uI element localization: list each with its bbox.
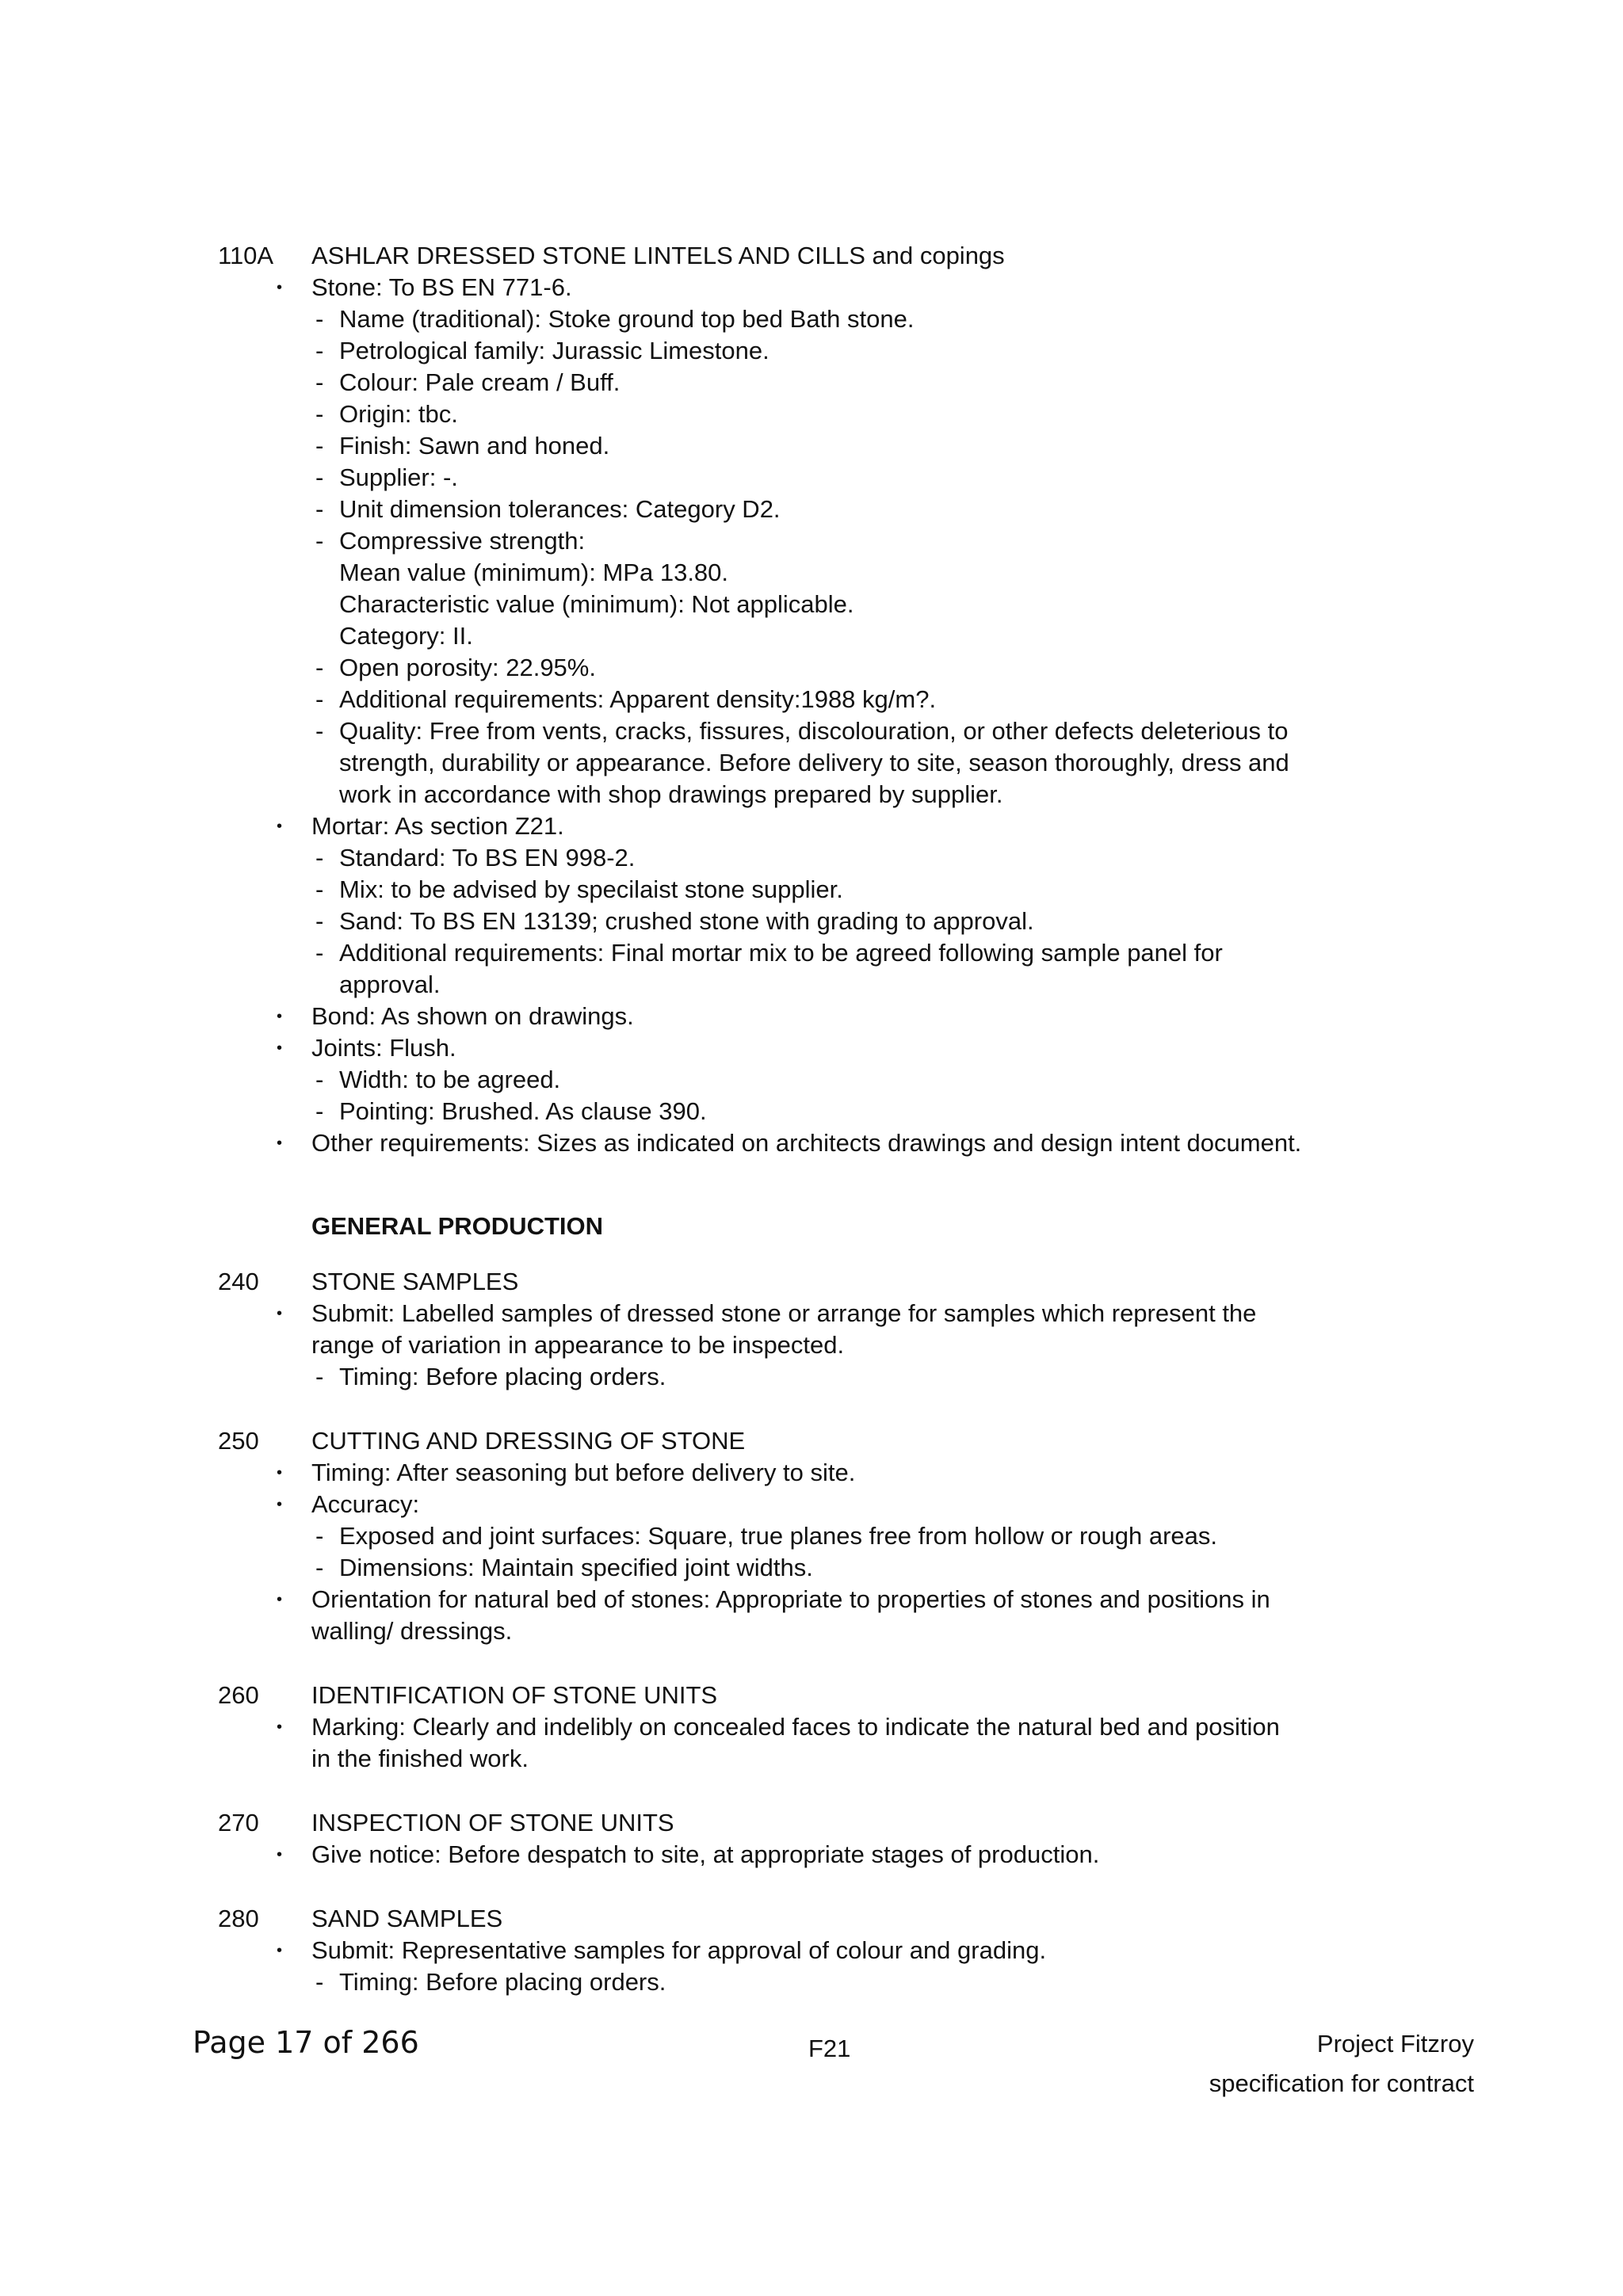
section-code: F21 bbox=[808, 2035, 851, 2062]
bullet-text: walling/ dressings. bbox=[311, 1617, 513, 1645]
dash-marker: - bbox=[315, 939, 324, 967]
clause-number: 250 bbox=[218, 1427, 259, 1455]
dash-text: Width: to be agreed. bbox=[339, 1066, 561, 1093]
bullet-text: Timing: After seasoning but before delivery to site. bbox=[311, 1459, 856, 1486]
dash-text: Name (traditional): Stoke ground top bed Bath stone. bbox=[339, 305, 915, 333]
bullet-text: Give notice: Before despatch to site, at appropriate stages of production. bbox=[311, 1840, 1100, 1868]
section-group-heading: GENERAL PRODUCTION bbox=[311, 1212, 604, 1240]
bullet-marker: • bbox=[277, 1135, 283, 1152]
bullet-text: Other requirements: Sizes as indicated on architects drawings and design intent document. bbox=[311, 1129, 1302, 1157]
bullet-marker: • bbox=[277, 1846, 283, 1863]
bullet-text: Stone: To BS EN 771-6. bbox=[311, 273, 572, 301]
bullet-marker: • bbox=[277, 1039, 283, 1057]
clause-title: CUTTING AND DRESSING OF STONE bbox=[311, 1427, 746, 1455]
dash-marker: - bbox=[315, 907, 324, 935]
dash-marker: - bbox=[315, 337, 324, 364]
clause-title: INSPECTION OF STONE UNITS bbox=[311, 1809, 674, 1836]
bullet-text: Accuracy: bbox=[311, 1490, 420, 1518]
clause-number: 110A bbox=[218, 242, 274, 269]
dash-text: work in accordance with shop drawings prepared by supplier. bbox=[339, 780, 1003, 808]
dash-marker: - bbox=[315, 844, 324, 871]
dash-marker: - bbox=[315, 368, 324, 396]
dash-marker: - bbox=[315, 527, 324, 555]
clause-title: IDENTIFICATION OF STONE UNITS bbox=[311, 1681, 718, 1709]
page-number: Page 17 of 266 bbox=[193, 2025, 419, 2060]
dash-marker: - bbox=[315, 1066, 324, 1093]
bullet-marker: • bbox=[277, 279, 283, 296]
bullet-marker: • bbox=[277, 818, 283, 835]
bullet-text: Submit: Representative samples for approval of colour and grading. bbox=[311, 1936, 1047, 1964]
bullet-marker: • bbox=[277, 1008, 283, 1025]
dash-text: Unit dimension tolerances: Category D2. bbox=[339, 495, 781, 523]
dash-text: approval. bbox=[339, 971, 441, 998]
bullet-text: Orientation for natural bed of stones: Appropriate to properties of stones and positions in bbox=[311, 1585, 1270, 1613]
dash-marker: - bbox=[315, 305, 324, 333]
bullet-marker: • bbox=[277, 1305, 283, 1322]
dash-marker: - bbox=[315, 875, 324, 903]
dash-text: Timing: Before placing orders. bbox=[339, 1968, 666, 1996]
dash-text: Exposed and joint surfaces: Square, true planes free from hollow or rough areas. bbox=[339, 1522, 1218, 1550]
dash-marker: - bbox=[315, 1522, 324, 1550]
bullet-marker: • bbox=[277, 1496, 283, 1513]
dash-text: Standard: To BS EN 998-2. bbox=[339, 844, 636, 871]
dash-text: Category: II. bbox=[339, 622, 473, 650]
dash-text: Supplier: -. bbox=[339, 463, 458, 491]
dash-text: Compressive strength: bbox=[339, 527, 586, 555]
dash-text: Additional requirements: Final mortar mix to be agreed following sample panel for bbox=[339, 939, 1223, 967]
clause-title: STONE SAMPLES bbox=[311, 1268, 519, 1295]
dash-text: Quality: Free from vents, cracks, fissures, discolouration, or other defects deleterious to bbox=[339, 717, 1289, 745]
clause-number: 240 bbox=[218, 1268, 259, 1295]
dash-marker: - bbox=[315, 495, 324, 523]
bullet-text: Bond: As shown on drawings. bbox=[311, 1002, 634, 1030]
dash-text: Finish: Sawn and honed. bbox=[339, 432, 610, 460]
dash-text: strength, durability or appearance. Before delivery to site, season thoroughly, dress and bbox=[339, 749, 1289, 776]
dash-text: Pointing: Brushed. As clause 390. bbox=[339, 1097, 707, 1125]
dash-marker: - bbox=[315, 1097, 324, 1125]
dash-marker: - bbox=[315, 717, 324, 745]
dash-marker: - bbox=[315, 1363, 324, 1390]
bullet-text: in the finished work. bbox=[311, 1745, 529, 1772]
bullet-marker: • bbox=[277, 1591, 283, 1608]
dash-text: Petrological family: Jurassic Limestone. bbox=[339, 337, 769, 364]
dash-marker: - bbox=[315, 400, 324, 428]
clause-number: 260 bbox=[218, 1681, 259, 1709]
bullet-marker: • bbox=[277, 1464, 283, 1482]
clause-number: 280 bbox=[218, 1905, 259, 1932]
bullet-marker: • bbox=[277, 1942, 283, 1959]
clause-title: SAND SAMPLES bbox=[311, 1905, 503, 1932]
dash-marker: - bbox=[315, 463, 324, 491]
dash-text: Timing: Before placing orders. bbox=[339, 1363, 666, 1390]
spec-label: specification for contract bbox=[1209, 2069, 1474, 2097]
bullet-text: Mortar: As section Z21. bbox=[311, 812, 564, 840]
dash-text: Open porosity: 22.95%. bbox=[339, 654, 596, 681]
bullet-text: Joints: Flush. bbox=[311, 1034, 456, 1062]
dash-marker: - bbox=[315, 685, 324, 713]
project-name: Project Fitzroy bbox=[1316, 2030, 1474, 2058]
dash-text: Dimensions: Maintain specified joint widths. bbox=[339, 1554, 813, 1581]
bullet-marker: • bbox=[277, 1718, 283, 1736]
dash-marker: - bbox=[315, 654, 324, 681]
dash-marker: - bbox=[315, 1968, 324, 1996]
dash-text: Mix: to be advised by specilaist stone supplier. bbox=[339, 875, 843, 903]
dash-marker: - bbox=[315, 1554, 324, 1581]
dash-marker: - bbox=[315, 432, 324, 460]
dash-text: Sand: To BS EN 13139; crushed stone with grading to approval. bbox=[339, 907, 1034, 935]
bullet-text: range of variation in appearance to be inspected. bbox=[311, 1331, 845, 1359]
bullet-text: Marking: Clearly and indelibly on concealed faces to indicate the natural bed and position bbox=[311, 1713, 1280, 1741]
dash-text: Origin: tbc. bbox=[339, 400, 458, 428]
dash-text: Additional requirements: Apparent density:1988 kg/m?. bbox=[339, 685, 937, 713]
clause-number: 270 bbox=[218, 1809, 259, 1836]
dash-text: Colour: Pale cream / Buff. bbox=[339, 368, 621, 396]
clause-title: ASHLAR DRESSED STONE LINTELS AND CILLS and copings bbox=[311, 242, 1005, 269]
bullet-text: Submit: Labelled samples of dressed stone or arrange for samples which represent the bbox=[311, 1299, 1257, 1327]
dash-text: Characteristic value (minimum): Not applicable. bbox=[339, 590, 854, 618]
dash-text: Mean value (minimum): MPa 13.80. bbox=[339, 559, 729, 586]
